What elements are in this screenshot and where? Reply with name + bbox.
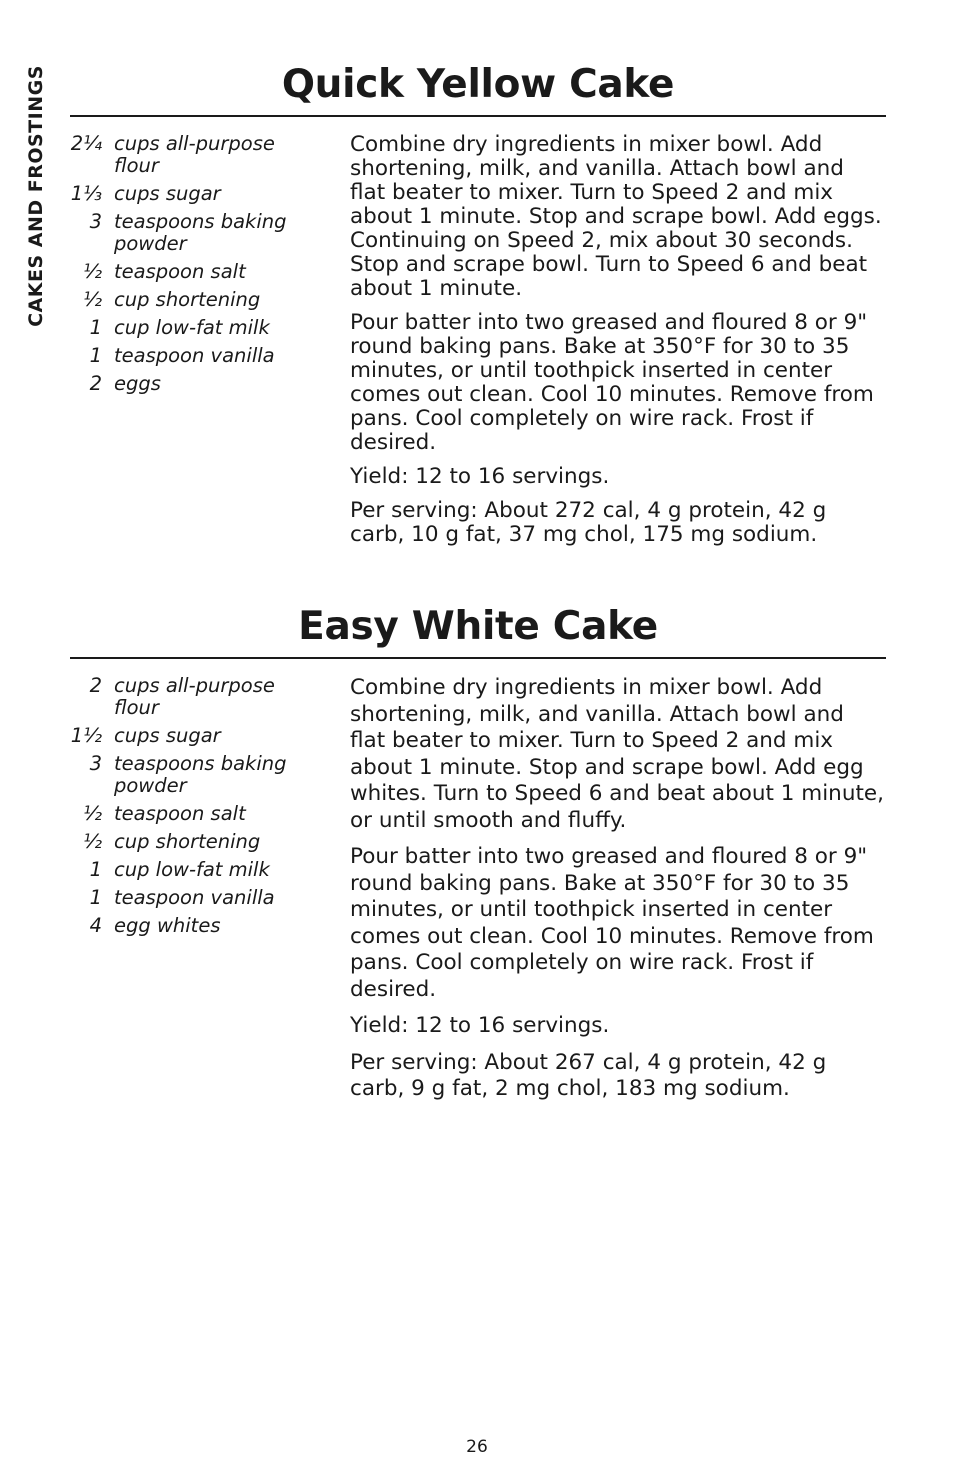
ingredient-qty: 1 (89, 886, 102, 909)
ingredient-row (70, 317, 320, 339)
ingredient-item: cup shortening (114, 830, 261, 853)
ingredient-qty: 1 (89, 858, 102, 881)
ingredient-item: cup low-fat milk (114, 858, 270, 881)
ingredient-item: cups sugar (114, 724, 221, 747)
ingredient-row (70, 211, 320, 255)
section-side-tab-label: CAKES AND FROSTINGS (25, 65, 47, 327)
ingredient-row (70, 915, 320, 937)
ingredient-row (70, 373, 320, 395)
ingredient-item: cups sugar (114, 182, 221, 205)
ingredient-qty: ½ (83, 260, 102, 283)
ingredient-qty: ½ (83, 830, 102, 853)
ingredient-item: cups all-purpose flour (114, 674, 275, 719)
nutrition-text: Per serving: About 267 cal, 4 g protein, 42 g carb, 9 g fat, 2 mg chol, 183 mg sodium. (350, 1049, 827, 1101)
ingredient-qty: 2 (89, 372, 102, 395)
ingredient-row (70, 289, 320, 311)
ingredient-list (70, 133, 320, 401)
ingredient-qty: 1½ (70, 724, 102, 747)
ingredient-row (70, 803, 320, 825)
ingredient-qty: 3 (89, 752, 102, 775)
ingredient-row (70, 345, 320, 367)
ingredient-qty: 3 (89, 210, 102, 233)
ingredient-item: eggs (114, 372, 161, 395)
directions-paragraph: Combine dry ingredients in mixer bowl. Add shortening, milk, and vanilla. Attach bowl and flat beater to mixer. Turn to Speed 2 and mix about 1 minute. Stop and scrape bowl. Add egg whites. Turn to Speed 6 and beat about 1 minute, or until smooth and fluffy. (350, 675, 884, 833)
ingredient-row (70, 183, 320, 205)
ingredient-row (70, 133, 320, 177)
directions-paragraph: Pour batter into two greased and floured 8 or 9" round baking pans. Bake at 350°F for 30 to 35 minutes, or until toothpick inserted in center comes out clean. Cool 10 minutes. Remove from pans. Cool completely on wire rack. Frost if desired. (350, 310, 874, 455)
directions-paragraph: Pour batter into two greased and floured 8 or 9" round baking pans. Bake at 350°F for 30 to 35 minutes, or until toothpick inserted in center comes out clean. Cool 10 minutes. Remove from pans. Cool completely on wire rack. Frost if desired. (350, 844, 874, 1002)
recipe-title: Quick Yellow Cake (70, 62, 886, 117)
ingredient-row (70, 261, 320, 283)
yield-text: Yield: 12 to 16 servings. (350, 1013, 610, 1038)
ingredient-row (70, 675, 320, 719)
ingredient-qty: 4 (89, 914, 102, 937)
ingredient-item: teaspoon vanilla (114, 344, 275, 367)
directions (350, 675, 884, 1113)
ingredient-list (70, 675, 320, 943)
page-number: 26 (466, 1437, 488, 1457)
ingredient-item: cups all-purpose flour (114, 132, 275, 177)
ingredient-qty: 1⅓ (70, 182, 102, 205)
ingredient-item: teaspoon salt (114, 260, 246, 283)
ingredient-row (70, 753, 320, 797)
ingredient-item: teaspoons baking powder (114, 752, 287, 797)
recipe-easy-white-cake (70, 604, 886, 1101)
yield-text: Yield: 12 to 16 servings. (350, 464, 610, 489)
ingredient-item: teaspoon vanilla (114, 886, 275, 909)
ingredient-row (70, 859, 320, 881)
recipe-quick-yellow-cake (70, 62, 886, 547)
ingredient-item: egg whites (114, 914, 221, 937)
ingredient-qty: ½ (83, 288, 102, 311)
ingredient-qty: 2 (89, 674, 102, 697)
directions (350, 133, 884, 557)
recipe-title: Easy White Cake (70, 604, 886, 659)
section-side-tab (22, 62, 50, 330)
ingredient-item: cup low-fat milk (114, 316, 270, 339)
ingredient-row (70, 725, 320, 747)
ingredient-item: teaspoons baking powder (114, 210, 287, 255)
ingredient-qty: 1 (89, 316, 102, 339)
directions-paragraph: Combine dry ingredients in mixer bowl. Add shortening, milk, and vanilla. Attach bowl and flat beater to mixer. Turn to Speed 2 and mix about 1 minute. Stop and scrape bowl. Add eggs. Continuing on Speed 2, mix about 30 seconds. Stop and scrape bowl. Turn to Speed 6 and beat about 1 minute. (350, 132, 882, 301)
ingredient-item: teaspoon salt (114, 802, 246, 825)
ingredient-row (70, 831, 320, 853)
ingredient-row (70, 887, 320, 909)
ingredient-qty: ½ (83, 802, 102, 825)
ingredient-qty: 1 (89, 344, 102, 367)
nutrition-text: Per serving: About 272 cal, 4 g protein, 42 g carb, 10 g fat, 37 mg chol, 175 mg sodium. (350, 498, 827, 547)
ingredient-qty: 2¼ (70, 132, 102, 155)
ingredient-item: cup shortening (114, 288, 261, 311)
